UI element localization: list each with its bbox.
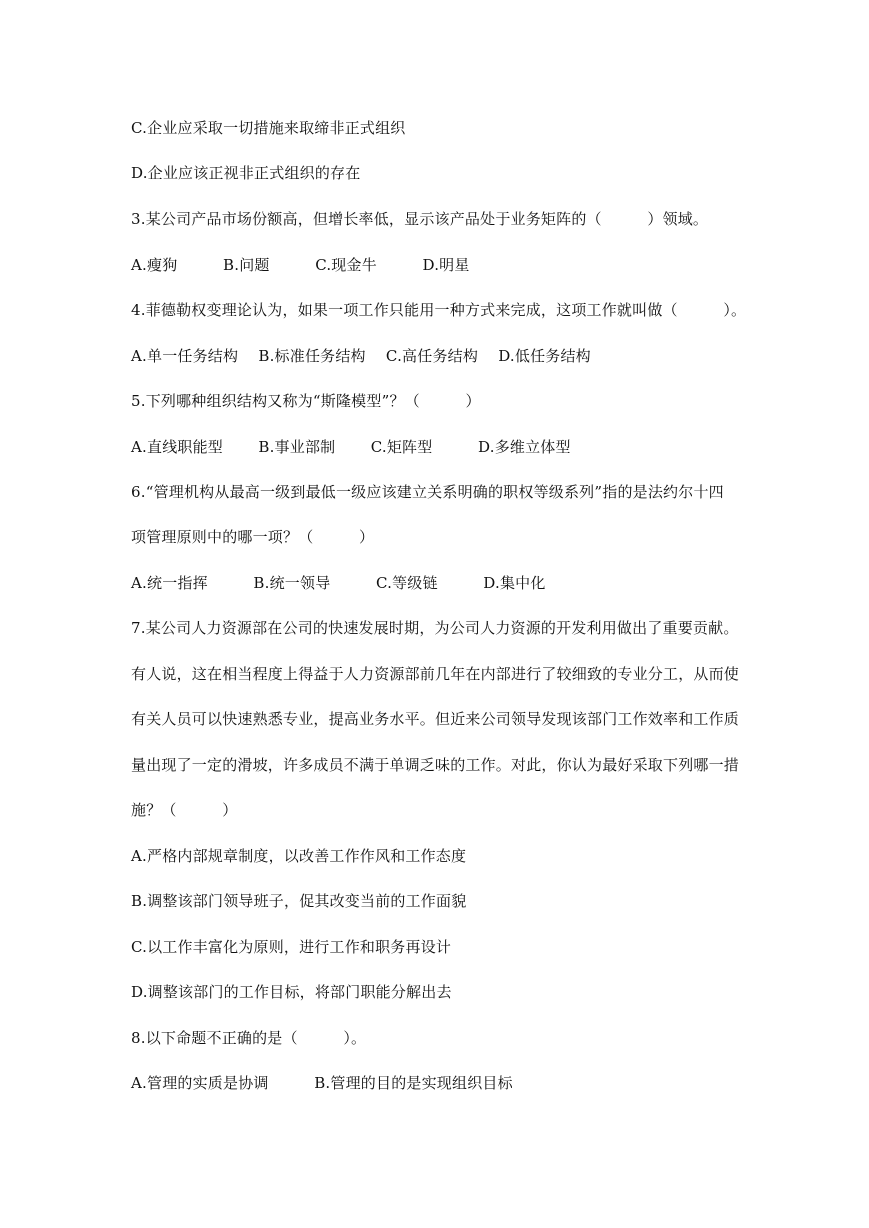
question-6-line-1: 6.“管理机构从最高一级到最低一级应该建立关系明确的职权等级系列”指的是法约尔十四: [131, 483, 724, 501]
option-b-q7: B.调整该部门领导班子，促其改变当前的工作面貌: [131, 892, 467, 910]
option-a-q7: A.严格内部规章制度，以改善工作作风和工作态度: [131, 847, 467, 865]
question-7-line-1: 7.某公司人力资源部在公司的快速发展时期，为公司人力资源的开发利用做出了重要贡献。: [131, 619, 739, 637]
option-c-q7: C.以工作丰富化为原则，进行工作和职务再设计: [131, 938, 452, 956]
option-d-q7: D.调整该部门的工作目标，将部门职能分解出去: [131, 983, 452, 1001]
question-7-line-5: 施？（ ）: [131, 801, 238, 819]
options-q6: A.统一指挥 B.统一领导 C.等级链 D.集中化: [131, 574, 546, 592]
options-q3: A.瘦狗 B.问题 C.现金牛 D.明星: [131, 256, 470, 274]
option-d-q2: D.企业应该正视非正式组织的存在: [131, 164, 361, 182]
question-5: 5.下列哪种组织结构又称为“斯隆模型”？（ ）: [131, 392, 481, 410]
question-6-line-2: 项管理原则中的哪一项？（ ）: [131, 528, 375, 546]
question-7-line-3: 有关人员可以快速熟悉专业，提高业务水平。但近来公司领导发现该部门工作效率和工作质: [131, 710, 740, 728]
option-c-q2: C.企业应采取一切措施来取缔非正式组织: [131, 119, 406, 137]
question-7-line-2: 有人说，这在相当程度上得益于人力资源部前几年在内部进行了较细致的专业分工，从而使: [131, 665, 740, 683]
options-q4: A.单一任务结构 B.标准任务结构 C.高任务结构 D.低任务结构: [131, 347, 591, 365]
question-3: 3.某公司产品市场份额高，但增长率低，显示该产品处于业务矩阵的（ ）领域。: [131, 210, 709, 228]
question-4: 4.菲德勒权变理论认为，如果一项工作只能用一种方式来完成，这项工作就叫做（ ）。: [131, 301, 747, 319]
question-7-line-4: 量出现了一定的滑坡，许多成员不满于单调乏味的工作。对此，你认为最好采取下列哪一措: [131, 756, 740, 774]
options-q8: A.管理的实质是协调 B.管理的目的是实现组织目标: [131, 1074, 513, 1092]
question-8: 8.以下命题不正确的是（ ）。: [131, 1029, 367, 1047]
options-q5: A.直线职能型 B.事业部制 C.矩阵型 D.多维立体型: [131, 438, 571, 456]
